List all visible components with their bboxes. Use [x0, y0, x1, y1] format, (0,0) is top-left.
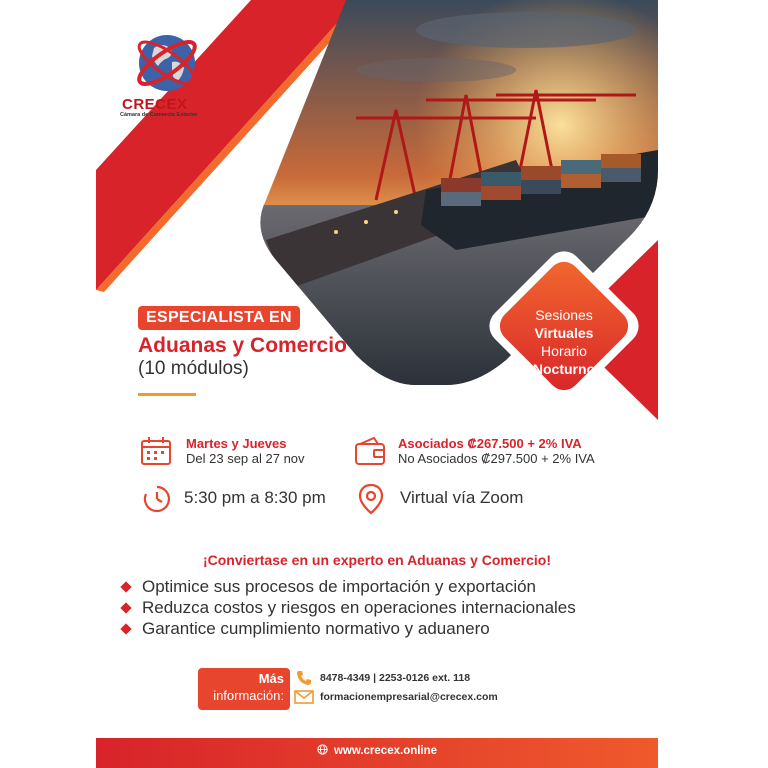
benefits-list: [122, 576, 576, 639]
schedule-time: 5:30 pm a 8:30 pm: [184, 488, 326, 507]
badge-line-4: Nocturno: [532, 361, 596, 377]
benefit-text: Optimice sus procesos de importación y exportación: [142, 576, 537, 596]
price-members: Asociados ₡267.500 + 2% IVA: [398, 436, 582, 451]
bullet-diamond-icon: [120, 602, 131, 613]
course-tag: ESPECIALISTA EN: [138, 306, 300, 330]
badge-line-3: Horario: [541, 343, 587, 359]
website-text[interactable]: www.crecex.online: [333, 745, 438, 757]
phone-icon: [296, 670, 312, 686]
contact-phone[interactable]: 8478-4349 | 2253-0126 ext. 118: [320, 672, 471, 684]
schedule-range: Del 23 sep al 27 nov: [186, 451, 305, 466]
course-modules: (10 módulos): [138, 358, 249, 379]
benefit-item: [122, 597, 576, 618]
email-icon: [294, 690, 314, 704]
calendar-icon: [140, 436, 172, 466]
website-link[interactable]: [96, 744, 658, 757]
bullet-diamond-icon: [120, 581, 131, 592]
wallet-icon: [354, 436, 386, 466]
crecex-globe-logo: [132, 28, 202, 98]
flyer: [96, 0, 658, 768]
more-info-line-1: Más: [258, 671, 284, 686]
price-non-members: No Asociados ₡297.500 + 2% IVA: [398, 451, 595, 466]
brand-name: CRECEX: [122, 96, 188, 113]
badge-line-2: Virtuales: [534, 325, 594, 341]
schedule-dates: [186, 436, 305, 466]
bullet-diamond-icon: [120, 623, 131, 634]
location-text: Virtual vía Zoom: [400, 488, 524, 507]
benefit-text: Garantice cumplimiento normativo y aduanero: [142, 618, 490, 638]
schedule-days: Martes y Jueves: [186, 436, 287, 451]
more-info-line-2: información:: [213, 688, 284, 703]
more-info-box: [198, 668, 290, 710]
course-title: Aduanas y Comercio: [138, 334, 347, 357]
benefit-item: [122, 618, 576, 639]
contact-email[interactable]: formacionempresarial@crecex.com: [320, 691, 498, 703]
title-underline: [138, 393, 196, 396]
badge-text: [504, 306, 624, 378]
globe-icon: [317, 744, 328, 755]
benefit-text: Reduzca costos y riesgos en operaciones internacionales: [142, 597, 576, 617]
location-pin-icon: [358, 483, 384, 515]
brand-subtitle: Cámara de Comercio Exterior: [120, 112, 198, 118]
benefit-item: [122, 576, 576, 597]
pricing: [398, 436, 595, 466]
clock-icon: [142, 484, 172, 514]
headline: ¡Conviertase en un experto en Aduanas y Comercio!: [202, 552, 551, 568]
badge-line-1: Sesiones: [535, 307, 593, 323]
